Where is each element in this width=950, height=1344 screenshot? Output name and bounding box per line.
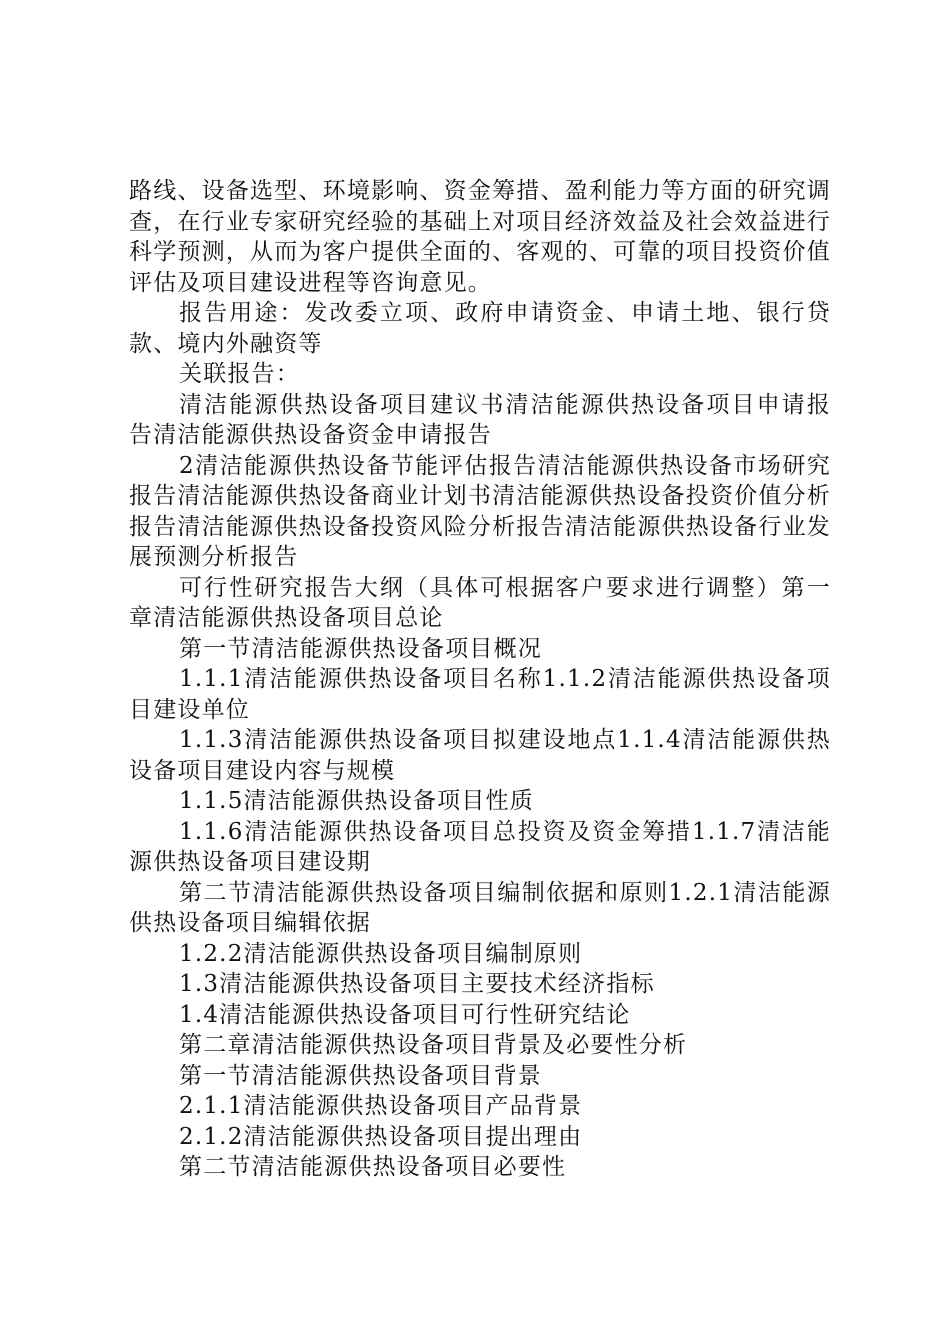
paragraph-3: 关联报告： [179, 361, 300, 387]
paragraph-11: 1.1.6清洁能源供热设备项目总投资及资金筹措1.1.7清洁能源供热设备项目建设期 [129, 818, 831, 875]
paragraph-10: 1.1.5清洁能源供热设备项目性质 [179, 788, 534, 814]
paragraph-1: 路线、设备选型、环境影响、资金筹措、盈利能力等方面的研究调查，在行业专家研究经验的基础上对项目经济效益及社会效益进行科学预测，从而为客户提供全面的、客观的、可靠的项目投资价值评估及项目建设进程等咨询意见。 [129, 178, 831, 296]
paragraph-6: 可行性研究报告大纲（具体可根据客户要求进行调整）第一章清洁能源供热设备项目总论 [129, 574, 831, 631]
paragraph-19: 2.1.2清洁能源供热设备项目提出理由 [179, 1123, 583, 1150]
paragraph-18: 2.1.1清洁能源供热设备项目产品背景 [179, 1093, 583, 1119]
paragraph-15: 1.4清洁能源供热设备项目可行性研究结论 [179, 1001, 631, 1028]
paragraph-17: 第一节清洁能源供热设备项目背景 [179, 1062, 542, 1089]
paragraph-8: 1.1.1清洁能源供热设备项目名称1.1.2清洁能源供热设备项目建设单位 [129, 666, 831, 723]
paragraph-12: 第二节清洁能源供热设备项目编制依据和原则1.2.1清洁能源供热设备项目编辑依据 [129, 879, 831, 936]
paragraph-14: 1.3清洁能源供热设备项目主要技术经济指标 [179, 971, 655, 997]
paragraph-13: 1.2.2清洁能源供热设备项目编制原则 [179, 940, 583, 967]
paragraph-7: 第一节清洁能源供热设备项目概况 [179, 635, 542, 662]
paragraph-2: 报告用途：发改委立项、政府申请资金、申请土地、银行贷款、境内外融资等 [129, 300, 831, 357]
paragraph-4: 清洁能源供热设备项目建议书清洁能源供热设备项目申请报告清洁能源供热设备资金申请报告 [129, 391, 831, 448]
paragraph-16: 第二章清洁能源供热设备项目背景及必要性分析 [179, 1032, 688, 1058]
paragraph-20: 第二节清洁能源供热设备项目必要性 [179, 1154, 567, 1180]
paragraph-9: 1.1.3清洁能源供热设备项目拟建设地点1.1.4清洁能源供热设备项目建设内容与规模 [129, 727, 831, 784]
document-body [129, 176, 831, 1183]
paragraph-5: 2清洁能源供热设备节能评估报告清洁能源供热设备市场研究报告清洁能源供热设备商业计划书清洁能源供热设备投资价值分析报告清洁能源供热设备投资风险分析报告清洁能源供热设备行业发展预测分析报告 [129, 452, 831, 570]
